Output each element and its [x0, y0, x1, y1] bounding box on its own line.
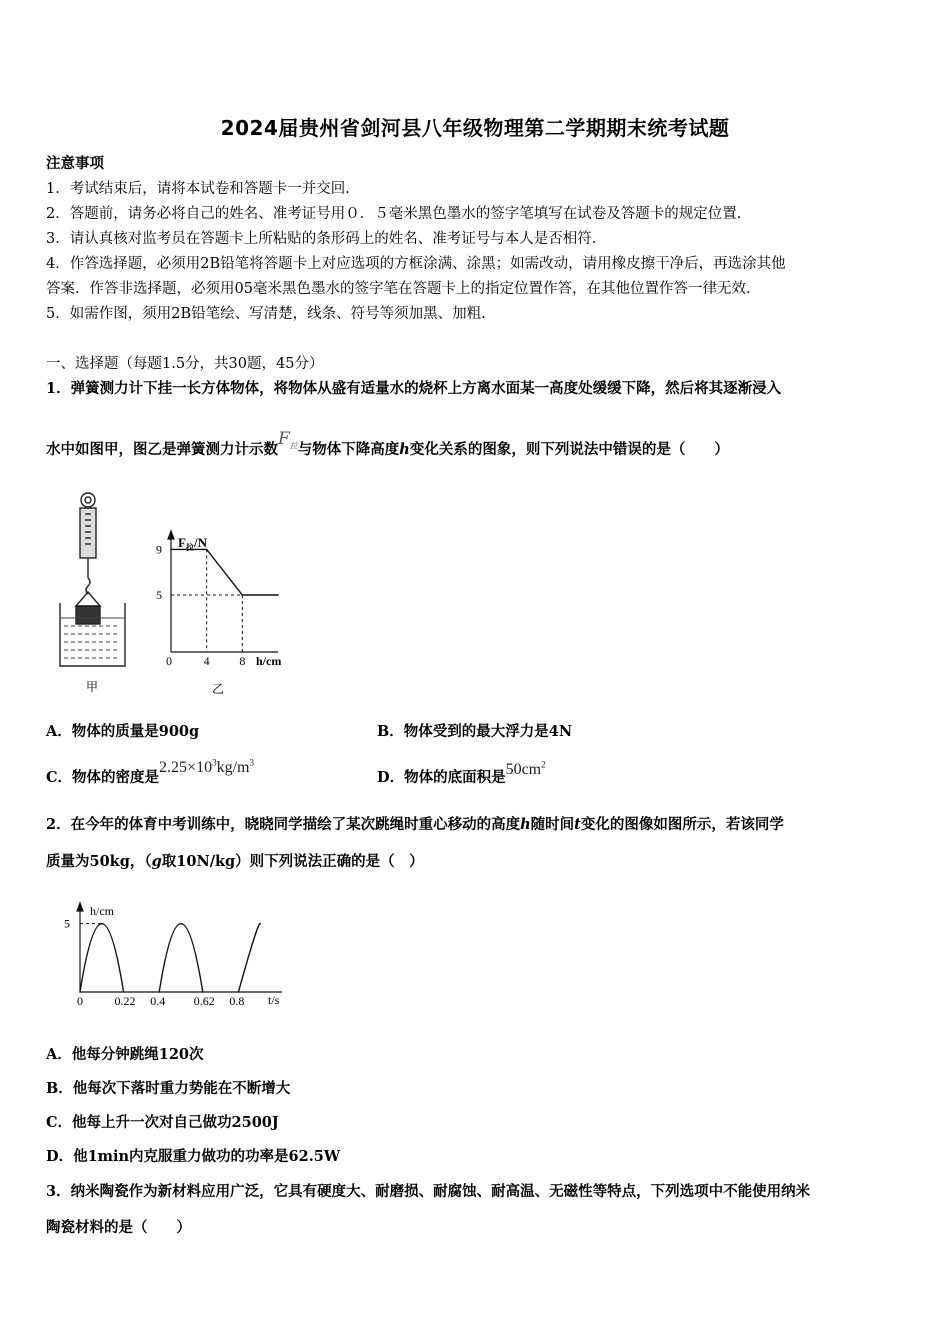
notice-item: 3．请认真核对监考员在答题卡上所粘贴的条形码上的姓名、准考证号与本人是否相符. — [46, 231, 597, 247]
y-axis-arrow — [77, 903, 83, 911]
figure-jia — [50, 488, 140, 700]
jump-arc — [80, 924, 124, 992]
x-tick-label: 0 — [166, 654, 172, 668]
x-axis-label: t/s — [268, 993, 280, 1007]
y-axis-arrow — [168, 531, 174, 539]
question-2-stem-line2: 质量为50kg，（g取10N/kg）则下列说法正确的是（ ） — [46, 853, 424, 870]
f-pull-symbol: $F_拉$ — [278, 429, 298, 451]
q1-option-b: B．物体受到的最大浮力是4N — [377, 723, 573, 740]
notice-heading: 注意事项 — [46, 155, 104, 172]
page-title: 2024届贵州省剑河县八年级物理第二学期期末统考试题 — [220, 116, 730, 140]
x-tick-label: 0.22 — [114, 994, 136, 1008]
q2-option-a: A．他每分钟跳绳120次 — [46, 1046, 204, 1063]
figure-yi-chart — [152, 528, 300, 700]
fig-yi-label: 乙 — [212, 682, 225, 696]
area-value: $50cm^2$ — [505, 759, 546, 778]
hang-string — [76, 592, 100, 606]
question-2-stem: 2．在今年的体育中考训练中，晓晓同学描绘了某次跳绳时重心移动的高度h随时间t变化的图像如图所示，若该同学 — [46, 816, 784, 833]
question-3-stem-line2: 陶瓷材料的是（ ） — [46, 1219, 191, 1236]
x-tick-label: 8 — [239, 654, 246, 668]
x-axis-label: h/cm — [256, 654, 282, 668]
notice-item: 5．如需作图，须用2B铅笔绘、写清楚，线条、符号等须加黑、加粗. — [46, 306, 486, 322]
data-point — [79, 991, 81, 993]
data-point — [170, 549, 172, 551]
x-tick-label: 4 — [203, 654, 210, 668]
notice-item: 答案．作答非选择题，必须用05毫米黑色墨水的签字笔在答题卡上的指定位置作答，在其他位置作答一律无效. — [46, 281, 751, 297]
data-point — [277, 594, 279, 596]
jump-arc — [159, 924, 203, 992]
density-value: $2.25\times 10^3kg/m^3$ — [159, 757, 254, 776]
fig-jia-label: 甲 — [86, 680, 99, 694]
y-tick-label: 9 — [156, 542, 162, 557]
x-tick-label: 0.8 — [229, 994, 245, 1008]
y-tick-label: 5 — [64, 916, 70, 931]
x-tick-label: 0.62 — [193, 994, 215, 1008]
x-tick-label: 0.4 — [150, 994, 166, 1008]
data-point — [123, 991, 125, 993]
y-axis-label: h/cm — [90, 904, 114, 918]
q2-option-b: B．他每次下落时重力势能在不断增大 — [46, 1080, 291, 1097]
question-1-stem: 1．弹簧测力计下挂一长方体物体，将物体从盛有适量水的烧杯上方离水面某一高度处缓缓下降，然后将其逐渐浸入 — [46, 380, 782, 397]
data-point — [202, 991, 204, 993]
y-tick-label: 5 — [156, 588, 162, 602]
notice-item: 1．考试结束后，请将本试卷和答题卡一并交回. — [46, 181, 350, 197]
q1-option-c: C．物体的密度是$2.25\times 10^3kg/m^3$ — [46, 757, 254, 786]
scale-ring — [81, 493, 95, 507]
force-line — [171, 549, 278, 595]
q2-option-d: D．他1min内克服重力做功的功率是62.5W — [46, 1148, 341, 1165]
jump-arc — [238, 924, 260, 992]
data-point — [238, 991, 240, 993]
notice-item: 4．作答选择题，必须用2B铅笔将答题卡上对应选项的方框涂满、涂黑；如需改动，请用橡皮擦干净后，再选涂其他 — [46, 256, 786, 272]
section-heading: 一、选择题（每题1.5分，共30题，45分） — [46, 356, 324, 372]
q1-option-a: A．物体的质量是900g — [46, 723, 200, 740]
question-3-stem: 3．纳米陶瓷作为新材料应用广泛，它具有硬度大、耐磨损、耐腐蚀、耐高温、无磁性等特点，下列选项中不能使用纳米 — [46, 1183, 811, 1200]
data-point — [158, 991, 160, 993]
q1-option-d: D．物体的底面积是$50cm^2$ — [377, 759, 546, 786]
q2-ht-chart — [60, 900, 300, 1012]
q2-option-c: C．他每上升一次对自己做功2500J — [46, 1114, 279, 1131]
question-1-stem-line2: 水中如图甲，图乙是弹簧测力计示数$F_拉$与物体下降高度h变化关系的图象，则下列说法中错误的是（ ） — [46, 429, 729, 458]
spring-scale-body — [80, 508, 96, 558]
data-point — [101, 923, 103, 925]
notice-item: 2．答题前，请务必将自己的姓名、准考证号用０．５毫米黑色墨水的签字笔填写在试卷及答题卡的规定位置. — [46, 206, 742, 222]
data-point — [180, 923, 182, 925]
x-tick-label: 0 — [77, 994, 83, 1008]
block-object — [76, 606, 100, 624]
data-point — [259, 923, 261, 925]
y-axis-label: $F_拉/N$ — [178, 535, 207, 552]
